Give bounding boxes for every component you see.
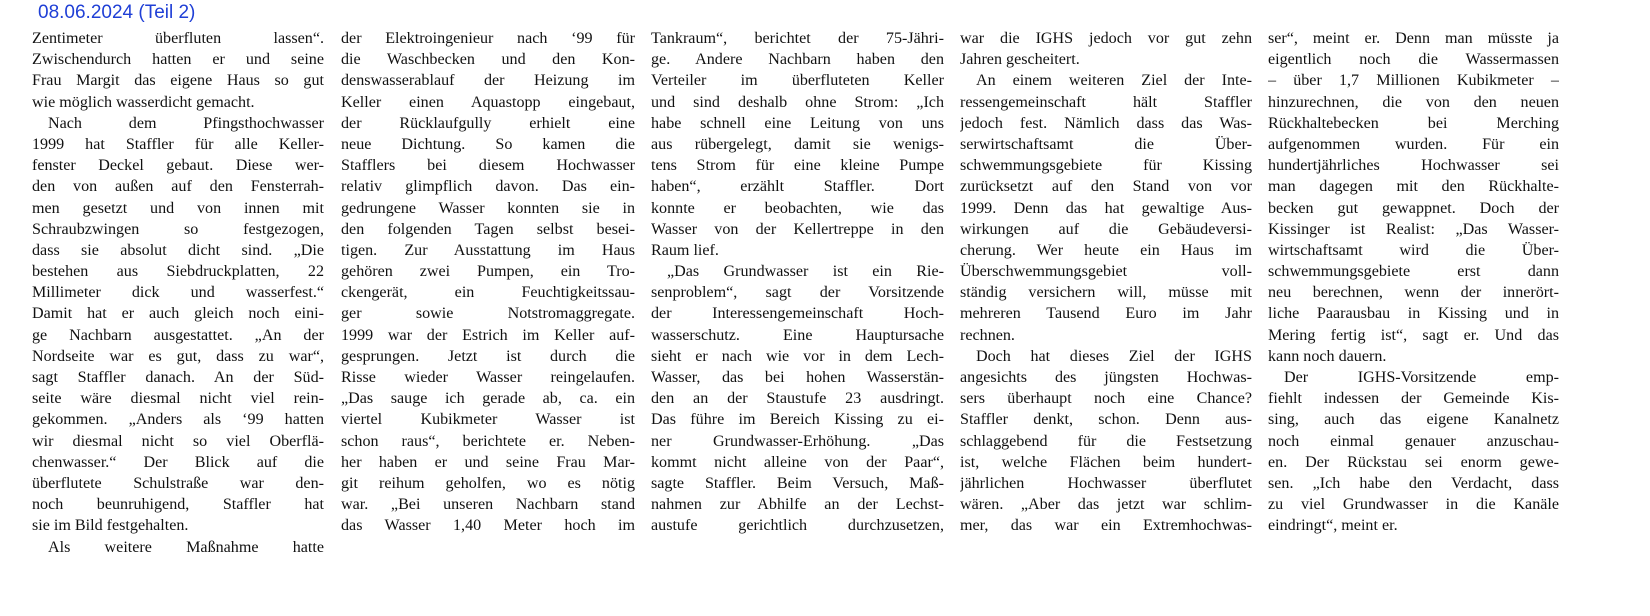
text-line: becken gut gewappnet. Doch der [1268,199,1559,217]
text-line: Jahren gescheitert. [960,51,1080,69]
text-line: Der IGHS-Vorsitzende emp- [1284,369,1559,386]
text-line: Als weitere Maßnahme hatte [48,538,324,556]
text-line: ge Nachbarn ausgestattet. „An der [32,326,324,344]
article-column-5 [1268,28,1559,612]
text-line: her haben er und seine Frau Mar- [341,453,635,471]
text-line: den folgenden Tagen selbst besei- [341,220,635,238]
text-line: git reihum geholfen, wo es nötig [341,474,635,492]
text-line: sagte Staffler. Beim Versuch, Maß- [651,474,944,492]
text-line: man dagegen mit den Rückhalte- [1268,178,1559,196]
text-line: sieht er nach wie vor in dem Lech- [651,347,944,365]
text-line: ckengerät, ein Feuchtigkeitssau- [341,284,635,302]
text-line: chenwasser.“ Der Blick auf die [32,453,324,471]
text-line: jedoch fest. Nämlich dass das Was- [960,114,1252,132]
text-line: en. Der Rückstau sei enorm gewe- [1268,453,1559,471]
text-line: wären. „Aber das jetzt war schlim- [960,496,1252,514]
text-line: den von außen auf den Fensterrah- [32,178,324,196]
text-line: der Rücklaufgully erhielt eine [341,114,635,132]
text-line: dass sie absolut dicht sind. „Die [32,241,324,259]
text-line: Damit hat er auch gleich noch eini- [32,305,324,323]
text-line: Überschwemmungsgebiet voll- [960,263,1252,281]
text-line: jährlichen Hochwasser überflutet [960,474,1252,492]
text-line: Zwischendurch hatten er und seine [32,51,324,69]
text-line: der Interessengemeinschaft Hoch- [651,305,944,323]
text-line: schwemmungsgebiete erst dann [1268,263,1559,281]
text-line: eigentlich noch die Wassermassen [1268,51,1559,69]
text-line: die Waschbecken und den Kon- [341,51,635,69]
text-line: konnte er beobachten, wie das [651,199,944,217]
article-column-4 [960,28,1252,612]
text-line: schon raus“, berichtete er. Neben- [341,432,635,450]
text-line: ge. Andere Nachbarn haben den [651,51,944,69]
text-line: Rückhaltebecken bei Merching [1268,114,1559,132]
text-line: austufe gerichtlich durchzusetzen, [651,517,944,535]
text-line: Mering fertig ist“, sagt er. Und das [1268,326,1559,344]
text-line: 1999 hat Staffler für alle Keller- [32,135,324,153]
date-label: 08.06.2024 (Teil 2) [38,2,196,23]
text-line: sers überhaupt noch eine Chance? [960,390,1252,408]
text-line: Nach dem Pfingsthochwasser [48,114,324,132]
text-line: Das führe im Bereich Kissing zu ei- [651,411,944,429]
text-line: ger sowie Notstromaggregate. [341,305,635,323]
text-line: wirkungen auf die Gebäudeversi- [960,220,1252,238]
text-line: gehören zwei Pumpen, ein Tro- [341,263,635,281]
text-line: aufgenommen wurden. Für ein [1268,135,1559,153]
text-line: sing, auch das eigene Kanalnetz [1268,411,1559,429]
text-line: Stafflers bei diesem Hochwasser [341,157,635,175]
text-line: Keller einen Aquastopp eingebaut, [341,93,635,111]
text-line: ständig versichern will, müsse mit [960,284,1252,302]
text-line: Frau Margit das eigene Haus so gut [32,72,324,90]
text-line: nahmen zur Abhilfe an der Lechst- [651,496,944,514]
text-line: mehreren Tausend Euro im Jahr [960,305,1252,323]
text-line: Wasser, das bei hohen Wasserstän- [651,369,944,386]
text-line: war. „Bei unseren Nachbarn stand [341,496,635,514]
text-line: habe schnell eine Leitung von uns [651,114,944,132]
text-line: Tankraum“, berichtet der 75-Jähri- [651,30,944,47]
text-line: seite wäre diesmal nicht viel rein- [32,390,324,408]
text-line: Nordseite war es gut, dass zu war“, [32,347,324,365]
text-line: tigen. Zur Ausstattung im Haus [341,241,635,259]
text-line: Verteiler im überfluteten Keller [651,72,944,90]
article-column-1 [32,28,324,612]
text-line: zu viel Grundwasser in die Kanäle [1268,496,1559,514]
text-line: hinzurechnen, die von den neuen [1268,93,1559,111]
text-line: wirtschaftsamt wird die Über- [1268,241,1559,259]
text-line: gesprungen. Jetzt ist durch die [341,347,635,365]
text-line: fiehlt indessen der Gemeinde Kis- [1268,390,1559,408]
text-line: Staffler denkt, schon. Denn aus- [960,411,1252,429]
article-column-3 [651,28,944,612]
text-line: gedrungene Wasser konnten sie in [341,199,635,217]
text-line: ser“, meint er. Denn man müsste ja [1268,30,1559,47]
text-line: tens Strom für eine kleine Pumpe [651,157,944,175]
text-line: Raum lief. [651,241,719,259]
text-line: „Das sauge ich gerade ab, ca. ein [341,390,635,408]
text-line: aus rübergelegt, damit sie wenigs- [651,135,944,153]
text-line: schlaggebend für die Festsetzung [960,432,1252,450]
text-line: wie möglich wasserdicht gemacht. [32,93,255,111]
text-line: bestehen aus Siebdruckplatten, 22 [32,263,324,281]
text-line: der Elektroingenieur nach ‘99 für [341,30,635,47]
text-line: viertel Kubikmeter Wasser ist [341,411,635,429]
text-line: 1999 war der Estrich im Keller auf- [341,326,635,344]
text-line: war die IGHS jedoch vor gut zehn [960,30,1252,47]
text-line: men gesetzt und von innen mit [32,199,324,217]
text-line: den an der Staustufe 23 ausdringt. [651,390,944,408]
text-line: sie im Bild festgehalten. [32,517,189,535]
text-line: eindringt“, meint er. [1268,517,1398,535]
text-line: wasserschutz. Eine Hauptursache [651,326,944,344]
text-line: noch einmal genauer anzuschau- [1268,432,1559,450]
article-column-2 [341,28,635,612]
text-line: Millimeter dick und wasserfest.“ [32,284,324,302]
text-line: neu berechnen, wenn der innerört- [1268,284,1559,302]
text-line: Zentimeter überfluten lassen“. [32,30,324,47]
text-line: ist, welche Flächen beim hundert- [960,453,1252,471]
text-line: kann noch dauern. [1268,347,1387,365]
text-line: ner Grundwasser-Erhöhung. „Das [651,432,944,450]
text-line: denswasserablauf der Heizung im [341,72,635,90]
text-line: angesichts des jüngsten Hochwas- [960,369,1252,386]
text-line: noch beunruhigend, Staffler hat [32,496,324,514]
text-line: schwemmungsgebiete für Kissing [960,157,1252,175]
text-line: kommt nicht alleine von der Paar“, [651,453,944,471]
text-line: relativ glimpflich davon. Das ein- [341,178,635,196]
text-line: liche Paarausbau in Kissing und in [1268,305,1559,323]
text-line: An einem weiteren Ziel der Inte- [976,72,1252,90]
text-line: sen. „Ich habe den Verdacht, dass [1268,474,1559,492]
text-line: senproblem“, sagt der Vorsitzende [651,284,944,302]
text-line: 1999. Denn das hat gewaltige Aus- [960,199,1252,217]
text-line: sagt Staffler danach. An der Süd- [32,369,324,386]
text-line: Schraubzwingen so festgezogen, [32,220,324,238]
text-line: das Wasser 1,40 Meter hoch im [341,517,635,535]
text-line: Doch hat dieses Ziel der IGHS [976,347,1252,365]
text-line: Risse wieder Wasser reingelaufen. [341,369,635,386]
text-line: wir diesmal nicht so viel Oberflä- [32,432,324,450]
text-line: serwirtschaftsamt die Über- [960,135,1252,153]
text-line: zurücksetzt auf den Stand von vor [960,178,1252,196]
text-line: hundertjährliches Hochwasser sei [1268,157,1559,175]
text-line: haben“, erzählt Staffler. Dort [651,178,944,196]
text-line: „Das Grundwasser ist ein Rie- [667,263,944,281]
text-line: Wasser von der Kellertreppe in den [651,220,944,238]
text-line: cherung. Wer heute ein Haus im [960,241,1252,259]
text-line: gekommen. „Anders als ‘99 hatten [32,411,324,429]
text-line: neue Dichtung. So kamen die [341,135,635,153]
text-line: ressengemeinschaft hält Staffler [960,93,1252,111]
text-line: überflutete Schulstraße war den- [32,474,324,492]
text-line: und sind deshalb ohne Strom: „Ich [651,93,944,111]
text-line: – über 1,7 Millionen Kubikmeter – [1268,72,1559,90]
text-line: fenster Deckel gebaut. Diese wer- [32,157,324,175]
text-line: mer, das war ein Extremhochwas- [960,517,1252,535]
text-line: rechnen. [960,326,1015,344]
text-line: Kissinger ist Realist: „Das Wasser- [1268,220,1559,238]
